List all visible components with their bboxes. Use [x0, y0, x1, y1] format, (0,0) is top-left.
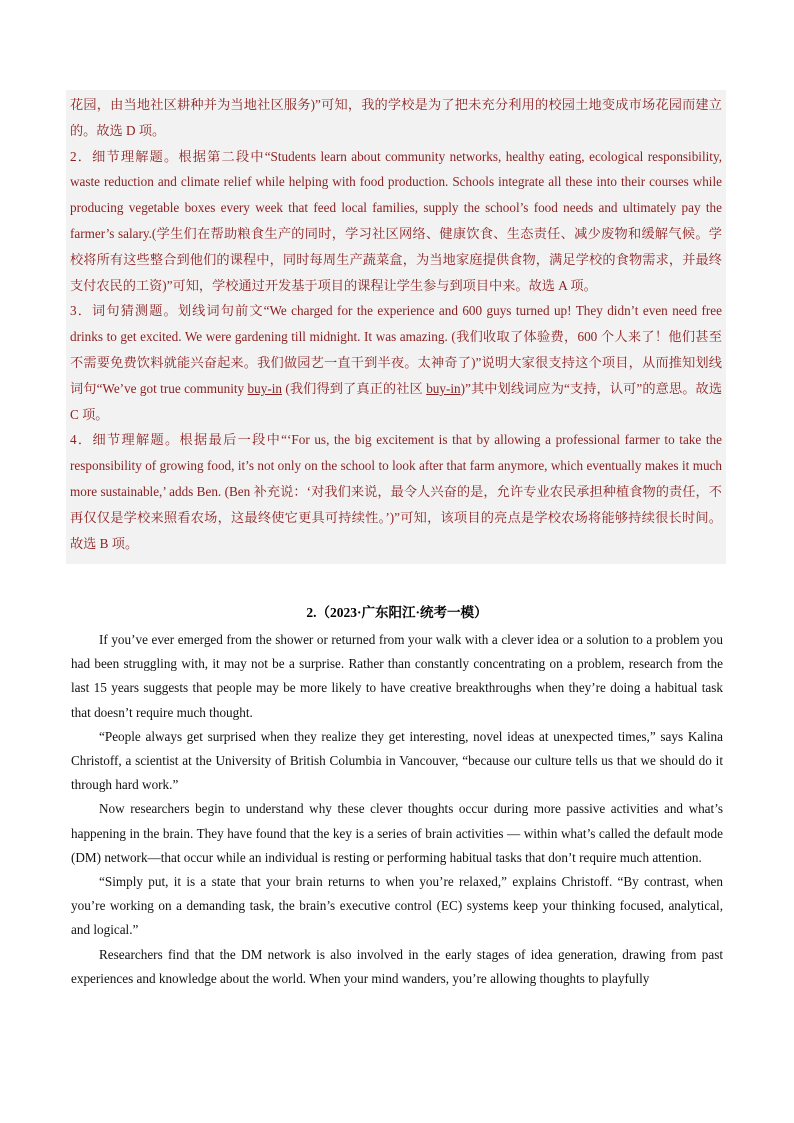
answer-text: 2．细节理解题。根据第二段中“Students learn about community networks, healthy eating, ecological responsibility, waste reduction and climate relief while helping with food production. Schools integrate all these into their courses while producing vegetable boxes every week that feed local families, supply the school’s food needs and ultimately pay the farmer’s salary.(学生们在帮助粮食生产的同时，学习社区网络、健康饮食、生态责任、减少废物和缓解气候。学校将所有这些整合到他们的课程中，同时每周生产蔬菜盒，为当地家庭提供食物，满足学校的食物需求，并最终支付农民的工资)”可知，学校通过开发基于项目的课程让学生参与到项目中来。故选 A 项。	[70, 148, 722, 293]
question-title: 2.（2023·广东阳江·统考一模）	[306, 605, 488, 620]
answer-text: )”其中划线词应为“支持，认可”的意思。故选 C 项。	[70, 380, 723, 422]
passage-paragraph: If you’ve ever emerged from the shower or returned from your walk with a clever idea or a solution to a problem you had been struggling with, it may not be a surprise. Rather than constantly concentrating on a problem, research from the last 15 years suggests that people may be more likely to have creative breakthroughs when they’re doing a habitual task that doesn’t require much thought.	[71, 632, 723, 720]
underlined-term: buy-in	[247, 380, 282, 396]
answer-text: 花园，由当地社区耕种并为当地社区服务)”可知，我的学校是为了把未充分利用的校园土地变成市场花园而建立的。故选 D 项。	[70, 97, 722, 138]
passage-paragraph: Researchers find that the DM network is also involved in the early stages of idea generation, drawing from past experiences and knowledge about the world. When your mind wanders, you’re allowing thoughts to playfully	[71, 946, 723, 986]
reading-passage	[71, 628, 723, 991]
answer-text: 4．细节理解题。根据最后一段中“‘For us, the big excitement is that by allowing a professional farmer to take the responsibility of growing food, it’s not only on the school to look after that farm anymore, which eventually makes it much more sustainable,’ adds Ben. (Ben 补充说：‘对我们来说，最令人兴奋的是，允许专业农民承担种植食物的责任，不再仅仅是学校来照看农场，这最终使它更具可持续性。’)”可知，该项目的亮点是学校农场将能够持续很长时间。故选 B 项。	[70, 432, 722, 551]
answer-text: 3．词句猜测题。划线词句前文“We charged for the experience and 600 guys turned up! They didn’t even need free drinks to get excited. We were gardening till midnight. It was amazing. (我们收取了体验费，600 个人来了！他们甚至不需要免费饮料就能兴奋起来。我们做园艺一直干到半夜。太神奇了)”说明大家很支持这个项目，从而推知划线词句“We’ve got true community	[70, 303, 722, 396]
answer-item-2	[70, 144, 722, 299]
passage-paragraph: “Simply put, it is a state that your brain returns to when you’re relaxed,” explains Christoff. “By contrast, when you’re working on a demanding task, the brain’s executive control (EC) systems keep your thinking focused, analytical, and logical.”	[71, 874, 723, 938]
answer-text: (我们得到了真正的社区	[281, 380, 427, 396]
passage-paragraph: “People always get surprised when they realize they get interesting, novel ideas at unexpected times,” says Kalina Christoff, a scientist at the University of British Columbia in Vancouver, “because our culture tells us that we should do it through hard work.”	[71, 728, 723, 793]
answer-explanation-box	[66, 90, 726, 564]
answer-item-1	[70, 92, 722, 144]
answer-item-3	[70, 298, 722, 427]
underlined-term: buy-in	[426, 380, 461, 396]
passage-paragraph: Now researchers begin to understand why these clever thoughts occur during more passive activities and what’s happening in the brain. They have found that the key is a series of brain activities — within what’s called the default mode (DM) network—that occur while an individual is resting or performing habitual tasks that don’t require much attention.	[71, 801, 723, 865]
answer-item-4	[70, 427, 722, 556]
